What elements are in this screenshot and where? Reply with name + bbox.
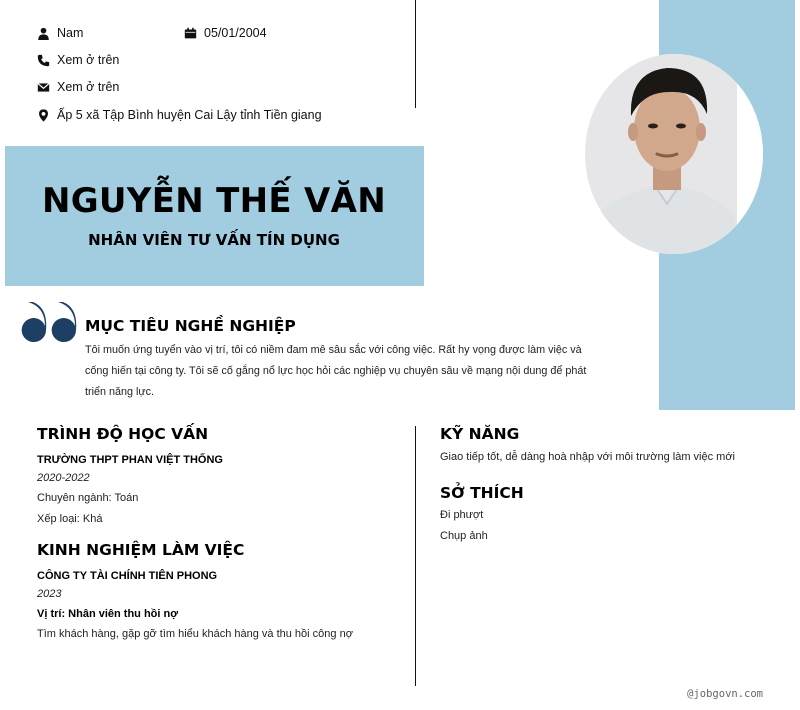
hobby-item: Chụp ảnh (440, 530, 488, 542)
email-value: Xem ở trên (57, 80, 120, 94)
hobbies-title: SỞ THÍCH (440, 484, 524, 502)
calendar-icon (184, 27, 197, 40)
education-major: Chuyên ngành: Toán (37, 492, 139, 504)
skill-item: Giao tiếp tốt, dễ dàng hoà nhập với môi trường làm việc mới (440, 451, 735, 463)
mail-icon (37, 81, 50, 94)
experience-company: CÔNG TY TÀI CHÍNH TIÊN PHONG (37, 570, 218, 582)
lower-divider (415, 426, 416, 686)
portrait-illustration (585, 54, 763, 254)
education-school: TRƯỜNG THPT PHAN VIỆT THỐNG (37, 454, 223, 466)
phone-icon (37, 54, 50, 67)
experience-position: Vị trí: Nhân viên thu hồi nợ (37, 608, 179, 620)
education-period: 2020-2022 (37, 472, 90, 484)
experience-title: KINH NGHIỆM LÀM VIỆC (37, 541, 245, 559)
birthdate-value: 05/01/2004 (204, 26, 267, 40)
contact-email (37, 80, 119, 94)
contact-address (37, 108, 322, 122)
contact-birthdate (184, 26, 267, 40)
objective-title: MỤC TIÊU NGHỀ NGHIỆP (85, 317, 296, 335)
skills-title: KỸ NĂNG (440, 425, 520, 443)
gender-value: Nam (57, 26, 84, 40)
contact-gender (37, 26, 83, 40)
quote-icon (20, 302, 78, 342)
profile-photo (585, 54, 763, 254)
top-divider (415, 0, 416, 108)
experience-description: Tìm khách hàng, gặp gỡ tìm hiểu khách hàng và thu hồi công nợ (37, 628, 353, 640)
candidate-role: NHÂN VIÊN TƯ VẤN TÍN DỤNG (88, 231, 340, 249)
candidate-name: NGUYỄN THẾ VĂN (41, 181, 387, 221)
address-value: Ấp 5 xã Tập Bình huyện Cai Lậy tỉnh Tiền giang (57, 108, 322, 122)
contact-phone (37, 53, 119, 67)
user-icon (37, 27, 50, 40)
objective-text: Tôi muốn ứng tuyển vào vị trí, tôi có niềm đam mê sâu sắc với công việc. Rất hy vọng được làm việc và cống hiến tại công ty. Tôi sẽ cố gắng nổ lực học hỏi các nghiệp vụ chuyên sâu về mạng nội dung để phát triển năng lực. (85, 344, 587, 398)
phone-value: Xem ở trên (57, 53, 120, 67)
location-pin-icon (37, 109, 50, 122)
hobby-item: Đi phượt (440, 509, 484, 521)
watermark: @jobgovn.com (687, 688, 763, 700)
education-title: TRÌNH ĐỘ HỌC VẤN (37, 425, 209, 443)
education-rank: Xếp loại: Khá (37, 513, 103, 525)
experience-year: 2023 (37, 588, 62, 600)
